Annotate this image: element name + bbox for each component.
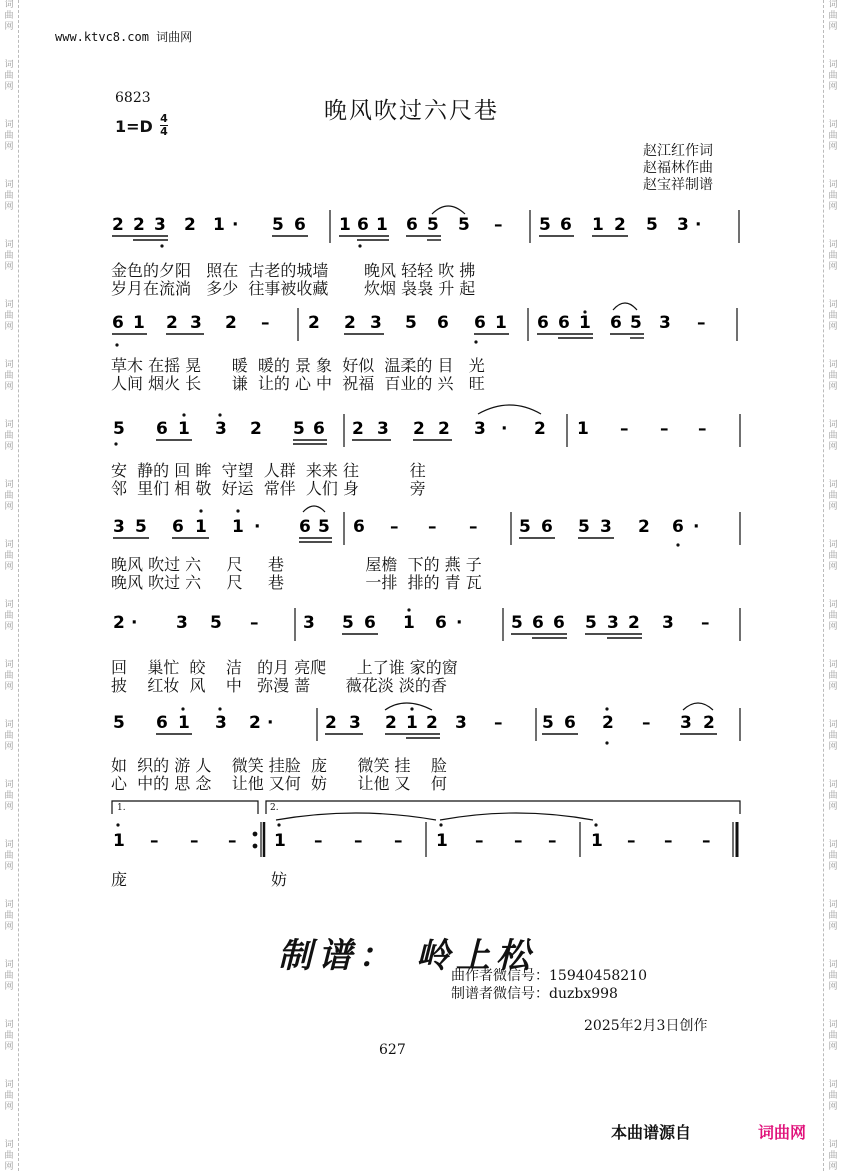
note: 6 bbox=[313, 419, 325, 439]
watermark-text: 词 曲 网 bbox=[4, 1020, 14, 1052]
note: 2 bbox=[614, 215, 626, 235]
note: – bbox=[620, 419, 629, 439]
note: 5 bbox=[542, 713, 554, 733]
watermark-text: 词 曲 网 bbox=[4, 240, 14, 272]
note: 1 bbox=[592, 215, 604, 235]
note: 6 bbox=[406, 215, 418, 235]
note: 5 bbox=[519, 517, 531, 537]
lyric-line: 草木 在摇 晃 暖 暖的 景 象 好似 温柔的 目 光 bbox=[111, 356, 485, 375]
note: 1 bbox=[178, 713, 190, 733]
note: 5 bbox=[646, 215, 658, 235]
note: · bbox=[232, 215, 239, 235]
note: 1 bbox=[406, 713, 418, 733]
watermark-text: 词 曲 网 bbox=[828, 1080, 838, 1112]
note: 2 bbox=[385, 713, 397, 733]
watermark-text: 词 曲 网 bbox=[4, 660, 14, 692]
lyric-line: 晚风 吹过 六 尺 巷 一排 排的 青 瓦 bbox=[111, 573, 482, 592]
note: 5 bbox=[113, 713, 125, 733]
key-signature: 1=D bbox=[115, 117, 153, 136]
note: 2 bbox=[638, 517, 650, 537]
credit-composer: 赵福林作曲 bbox=[643, 160, 713, 176]
note: 3 bbox=[377, 419, 389, 439]
watermark-text: 词 曲 网 bbox=[828, 660, 838, 692]
watermark-text: 词 曲 网 bbox=[828, 1140, 838, 1172]
note: – bbox=[250, 613, 259, 633]
note: 3 bbox=[607, 613, 619, 633]
note: 3 bbox=[215, 419, 227, 439]
note: 5 bbox=[458, 215, 470, 235]
time-top: 4 bbox=[160, 112, 168, 125]
volta-first: 1. bbox=[117, 803, 126, 813]
note: 5 bbox=[318, 517, 330, 537]
note: – bbox=[469, 517, 478, 537]
lyric-line: 心 中的 思 念 让他 又何 妨 让他 又 何 bbox=[111, 774, 447, 793]
note: 3 bbox=[303, 613, 315, 633]
note: 1 bbox=[213, 215, 225, 235]
note: – bbox=[642, 713, 651, 733]
note: 2 bbox=[352, 419, 364, 439]
note: 6 bbox=[112, 313, 124, 333]
watermark-text: 词 曲 网 bbox=[4, 360, 14, 392]
lyric-line: 金色的夕阳 照在 古老的城墙 晚风 轻轻 吹 拂 bbox=[111, 261, 476, 280]
note: 2 bbox=[703, 713, 715, 733]
watermark-text: 词 曲 网 bbox=[4, 60, 14, 92]
volta-second: 2. bbox=[270, 803, 279, 813]
note: 6 bbox=[560, 215, 572, 235]
lyric-line: 安 静的 回 眸 守望 人群 来来 往 往 bbox=[111, 461, 426, 480]
note: 5 bbox=[272, 215, 284, 235]
note: – bbox=[514, 831, 523, 851]
note: – bbox=[701, 613, 710, 633]
note: 3 bbox=[659, 313, 671, 333]
note: – bbox=[660, 419, 669, 439]
note: 2 bbox=[308, 313, 320, 333]
watermark-text: 词 曲 网 bbox=[4, 600, 14, 632]
note: 6 bbox=[299, 517, 311, 537]
note: 2 bbox=[534, 419, 546, 439]
note: 6 bbox=[294, 215, 306, 235]
note: 6 bbox=[553, 613, 565, 633]
watermark-text: 词 曲 网 bbox=[828, 1020, 838, 1052]
note: 1 bbox=[339, 215, 351, 235]
note: – bbox=[494, 215, 503, 235]
note: 6 bbox=[541, 517, 553, 537]
lyric-line: 回 巢忙 皎 洁 的月 亮爬 上了谁 家的窗 bbox=[111, 658, 458, 677]
watermark-text: 词 曲 网 bbox=[828, 540, 838, 572]
note: 2 bbox=[325, 713, 337, 733]
note: 2 bbox=[113, 613, 125, 633]
note: – bbox=[390, 517, 399, 537]
watermark-text: 词 曲 网 bbox=[4, 300, 14, 332]
note: 6 bbox=[364, 613, 376, 633]
watermark-text: 词 曲 网 bbox=[4, 0, 14, 32]
note: 3 bbox=[474, 419, 486, 439]
watermark-text: 词 曲 网 bbox=[828, 840, 838, 872]
watermark-text: 词 曲 网 bbox=[4, 840, 14, 872]
note: 6 bbox=[532, 613, 544, 633]
note: – bbox=[354, 831, 363, 851]
note: · bbox=[695, 215, 702, 235]
watermark-text: 词 曲 网 bbox=[4, 180, 14, 212]
note: 5 bbox=[585, 613, 597, 633]
note: 6 bbox=[156, 419, 168, 439]
note: – bbox=[664, 831, 673, 851]
note: – bbox=[428, 517, 437, 537]
watermark-text: 词 曲 网 bbox=[828, 120, 838, 152]
source-link[interactable]: 词曲网 bbox=[758, 1123, 807, 1142]
note: 1 bbox=[113, 831, 125, 851]
note: 1 bbox=[178, 419, 190, 439]
note: – bbox=[697, 313, 706, 333]
note: 2 bbox=[250, 419, 262, 439]
note: · bbox=[254, 517, 261, 537]
watermark-text: 词 曲 网 bbox=[828, 60, 838, 92]
watermark-text: 词 曲 网 bbox=[828, 780, 838, 812]
note: – bbox=[494, 713, 503, 733]
note: 3 bbox=[190, 313, 202, 333]
note: 2 bbox=[438, 419, 450, 439]
note: 1 bbox=[232, 517, 244, 537]
note: 2 bbox=[628, 613, 640, 633]
note: 5 bbox=[113, 419, 125, 439]
creation-date: 2025年2月3日创作 bbox=[584, 1018, 708, 1034]
watermark-text: 词 曲 网 bbox=[828, 0, 838, 32]
note: 6 bbox=[558, 313, 570, 333]
watermark-text: 词 曲 网 bbox=[828, 600, 838, 632]
note: 5 bbox=[539, 215, 551, 235]
note: 3 bbox=[113, 517, 125, 537]
note: 3 bbox=[455, 713, 467, 733]
note: 2 bbox=[426, 713, 438, 733]
arranger-wechat: 制谱者微信号：duzbx998 bbox=[451, 986, 618, 1002]
note: 6 bbox=[435, 613, 447, 633]
note: 5 bbox=[342, 613, 354, 633]
page-number: 627 bbox=[379, 1042, 406, 1058]
note: 2 bbox=[249, 713, 261, 733]
note: 3 bbox=[677, 215, 689, 235]
note: 1 bbox=[274, 831, 286, 851]
note: – bbox=[702, 831, 711, 851]
note: 6 bbox=[537, 313, 549, 333]
lyric-line: 披 红妆 风 中 弥漫 蔷 薇花淡 淡的香 bbox=[111, 676, 447, 695]
watermark-text: 词 曲 网 bbox=[4, 900, 14, 932]
watermark-text: 词 曲 网 bbox=[828, 180, 838, 212]
note: 3 bbox=[176, 613, 188, 633]
note: 1 bbox=[403, 613, 415, 633]
note: 1 bbox=[495, 313, 507, 333]
note: 5 bbox=[427, 215, 439, 235]
lyric-line: 妨 bbox=[271, 870, 288, 889]
note: 5 bbox=[578, 517, 590, 537]
watermark-text: 词 曲 网 bbox=[4, 720, 14, 752]
note: 6 bbox=[156, 713, 168, 733]
note: · bbox=[501, 419, 508, 439]
watermark-text: 词 曲 网 bbox=[828, 360, 838, 392]
note: 1 bbox=[591, 831, 603, 851]
watermark-text: 词 曲 网 bbox=[4, 420, 14, 452]
time-bottom: 4 bbox=[160, 125, 168, 138]
note: 5 bbox=[210, 613, 222, 633]
note: 6 bbox=[353, 517, 365, 537]
note: 3 bbox=[154, 215, 166, 235]
note: 2 bbox=[166, 313, 178, 333]
note: 1 bbox=[133, 313, 145, 333]
song-number: 6823 bbox=[115, 90, 151, 106]
note: 6 bbox=[437, 313, 449, 333]
note: 2 bbox=[184, 215, 196, 235]
site-name[interactable]: 词曲网 bbox=[156, 30, 193, 44]
note: 1 bbox=[195, 517, 207, 537]
lyric-line: 岁月在流淌 多少 往事被收藏 炊烟 袅袅 升 起 bbox=[111, 279, 476, 298]
song-title: 晚风吹过六尺巷 bbox=[324, 98, 499, 124]
note: · bbox=[693, 517, 700, 537]
note: 1 bbox=[436, 831, 448, 851]
note: – bbox=[698, 419, 707, 439]
note: 1 bbox=[579, 313, 591, 333]
note: · bbox=[267, 713, 274, 733]
lyric-line: 庞 bbox=[111, 870, 128, 889]
note: 6 bbox=[564, 713, 576, 733]
note: 5 bbox=[630, 313, 642, 333]
watermark-text: 词 曲 网 bbox=[4, 480, 14, 512]
note: – bbox=[314, 831, 323, 851]
note: 5 bbox=[511, 613, 523, 633]
watermark-text: 词 曲 网 bbox=[4, 960, 14, 992]
note: 6 bbox=[357, 215, 369, 235]
note: 3 bbox=[662, 613, 674, 633]
composer-wechat: 曲作者微信号：15940458210 bbox=[451, 968, 647, 984]
note: – bbox=[150, 831, 159, 851]
note: – bbox=[548, 831, 557, 851]
note: 2 bbox=[413, 419, 425, 439]
note: 3 bbox=[349, 713, 361, 733]
watermark-text: 词 曲 网 bbox=[4, 780, 14, 812]
note: 6 bbox=[672, 517, 684, 537]
note: – bbox=[190, 831, 199, 851]
note: 2 bbox=[344, 313, 356, 333]
note: 3 bbox=[215, 713, 227, 733]
note: 1 bbox=[577, 419, 589, 439]
note: · bbox=[456, 613, 463, 633]
note: – bbox=[475, 831, 484, 851]
note: 6 bbox=[474, 313, 486, 333]
watermark-text: 词 曲 网 bbox=[4, 120, 14, 152]
note: 2 bbox=[602, 713, 614, 733]
note: 5 bbox=[293, 419, 305, 439]
credit-arranger: 赵宝祥制谱 bbox=[643, 177, 713, 193]
note: 6 bbox=[172, 517, 184, 537]
watermark-text: 词 曲 网 bbox=[828, 300, 838, 332]
note: 1 bbox=[376, 215, 388, 235]
watermark-text: 词 曲 网 bbox=[828, 240, 838, 272]
lyric-line: 人间 烟火 长 谦 让的 心 中 祝福 百业的 兴 旺 bbox=[111, 374, 485, 393]
note: – bbox=[228, 831, 237, 851]
credit-lyricist: 赵江红作词 bbox=[643, 143, 713, 159]
watermark-text: 词 曲 网 bbox=[828, 900, 838, 932]
note: – bbox=[261, 313, 270, 333]
watermark-text: 词 曲 网 bbox=[828, 480, 838, 512]
watermark-text: 词 曲 网 bbox=[828, 960, 838, 992]
source-label: 本曲谱源自 bbox=[611, 1123, 692, 1142]
arranger-signature: 制谱： 岭上松 bbox=[278, 936, 536, 976]
note: 3 bbox=[370, 313, 382, 333]
note: 3 bbox=[600, 517, 612, 537]
note: 6 bbox=[610, 313, 622, 333]
watermark-text: 词 曲 网 bbox=[4, 540, 14, 572]
note: – bbox=[394, 831, 403, 851]
watermark-text: 词 曲 网 bbox=[4, 1140, 14, 1172]
note: 3 bbox=[680, 713, 692, 733]
lyric-line: 晚风 吹过 六 尺 巷 屋檐 下的 燕 子 bbox=[111, 555, 482, 574]
note: · bbox=[131, 613, 138, 633]
note: 2 bbox=[112, 215, 124, 235]
watermark-text: 词 曲 网 bbox=[4, 1080, 14, 1112]
lyric-line: 邻 里们 相 敬 好运 常伴 人们 身 旁 bbox=[111, 479, 426, 498]
note: 2 bbox=[225, 313, 237, 333]
watermark-text: 词 曲 网 bbox=[828, 720, 838, 752]
site-url[interactable]: www.ktvc8.com bbox=[55, 30, 149, 44]
watermark-text: 词 曲 网 bbox=[828, 420, 838, 452]
note: 5 bbox=[405, 313, 417, 333]
lyric-line: 如 织的 游 人 微笑 挂脸 庞 微笑 挂 脸 bbox=[111, 756, 447, 775]
note: – bbox=[627, 831, 636, 851]
note: 5 bbox=[135, 517, 147, 537]
note: 2 bbox=[133, 215, 145, 235]
